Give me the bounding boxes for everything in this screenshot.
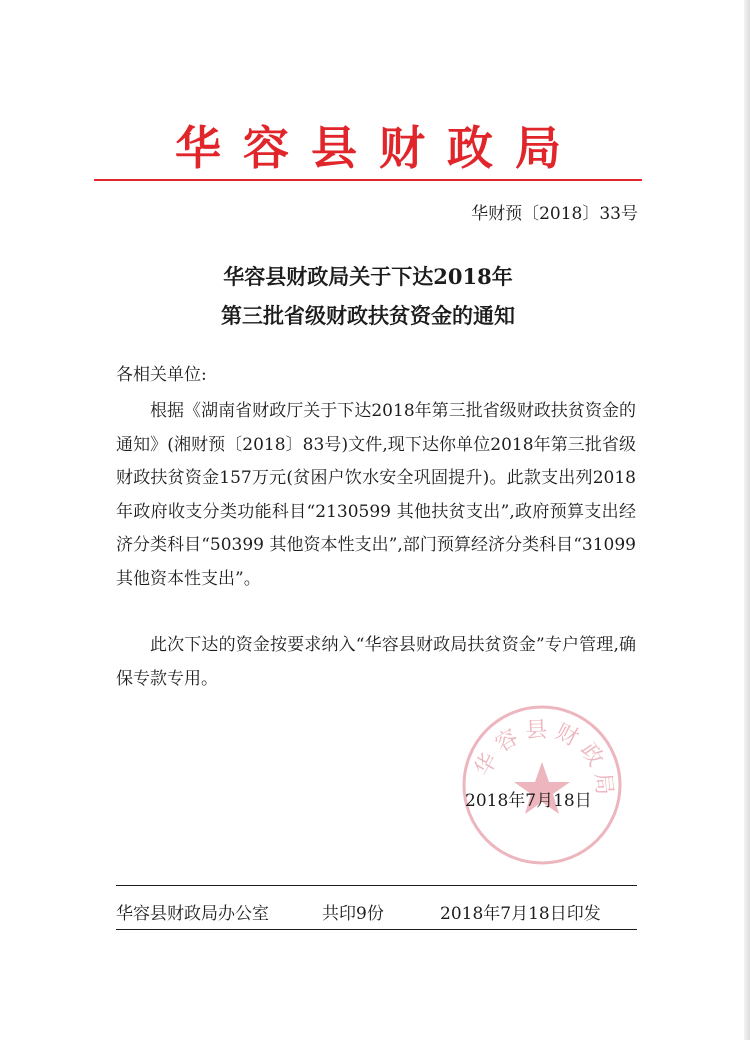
footer-print-date: 2018年7月18日印发 <box>440 904 601 924</box>
footer-top-rule <box>116 885 637 886</box>
signature-date: 2018年7月18日 <box>465 791 592 811</box>
footer-bottom-rule <box>116 929 637 930</box>
issuer-header: 华容县财政局 <box>175 121 583 175</box>
footer-copies: 共印9份 <box>322 904 384 924</box>
footer-office: 华容县财政局办公室 <box>116 904 269 924</box>
body-paragraph-2: 此次下达的资金按要求纳入“华容县财政局扶贫资金”专户管理,确保专款专用。 <box>116 635 636 689</box>
official-seal <box>457 700 627 870</box>
notice-title-line2: 第三批省级财政扶贫资金的通知 <box>221 303 515 328</box>
seal-text: 华容县财政局 <box>470 717 617 802</box>
salutation: 各相关单位: <box>116 365 207 385</box>
notice-title-line1: 华容县财政局关于下达2018年 <box>223 264 513 289</box>
body-paragraph-1: 根据《湖南省财政厅关于下达2018年第三批省级财政扶贫资金的通知》(湘财预〔2018〕83号)文件,现下达你单位2018年第三批省级财政扶贫资金157万元(贫困户饮水安全巩固提升)。此款支出列2018年政府收支分类功能科目“2130599 其他扶贫支出”,政府预算支出经济分类科目“50399 其他资本性支出”,部门预算经济分类科目“31099其他资本性支出”。 <box>116 401 636 589</box>
scanned-page-edge <box>744 0 750 1040</box>
header-red-rule <box>94 179 642 181</box>
document-number: 华财预〔2018〕33号 <box>471 204 638 224</box>
